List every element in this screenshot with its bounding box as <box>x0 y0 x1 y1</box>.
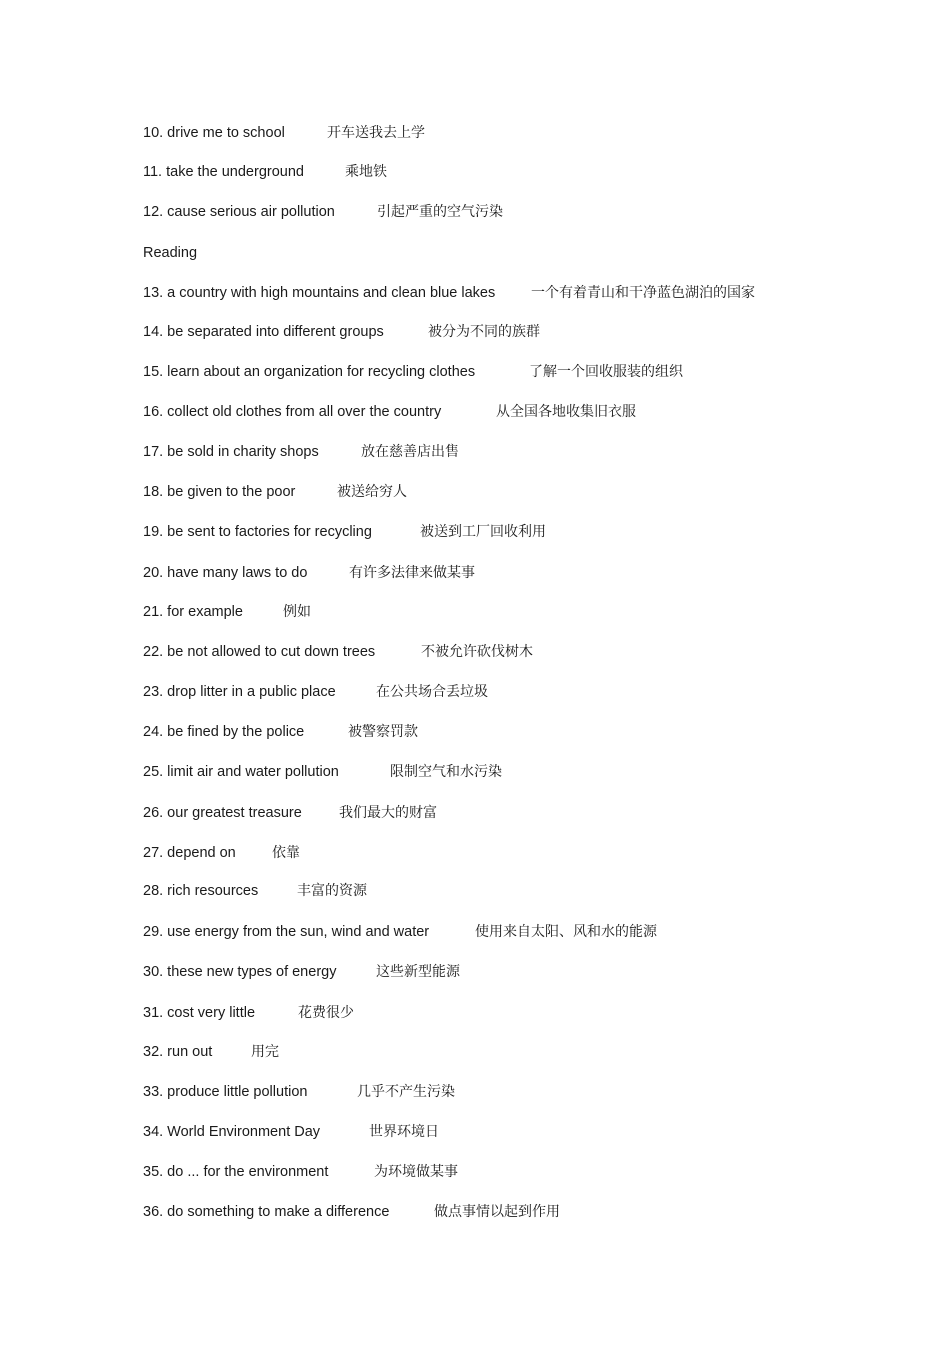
english-phrase: 24. be fined by the police <box>143 724 305 740</box>
vocab-item <box>143 762 502 782</box>
chinese-translation: 有许多法律来做某事 <box>349 565 475 581</box>
chinese-translation: 开车送我去上学 <box>327 125 425 141</box>
english-phrase: 21. for example <box>143 604 243 620</box>
vocab-item <box>143 682 488 702</box>
vocab-item <box>143 123 425 143</box>
english-phrase: 31. cost very little <box>143 1005 256 1021</box>
chinese-translation: 乘地铁 <box>345 164 387 180</box>
chinese-translation: 一个有着青山和干净蓝色湖泊的国家 <box>531 285 755 301</box>
chinese-translation: 例如 <box>283 604 311 620</box>
english-phrase: 11. take the underground <box>143 164 304 180</box>
english-phrase: 10. drive me to school <box>143 125 285 141</box>
vocab-item <box>143 881 367 901</box>
english-phrase: 35. do ... for the environment <box>143 1164 329 1180</box>
english-phrase: 12. cause serious air pollution <box>143 204 335 220</box>
vocab-item <box>143 922 657 942</box>
english-phrase: 15. learn about an organization for recycling clothes <box>143 364 476 380</box>
vocab-item <box>143 722 418 742</box>
chinese-translation: 花费很少 <box>298 1005 354 1021</box>
english-phrase: 30. these new types of energy <box>143 964 337 980</box>
english-phrase: 27. depend on <box>143 845 236 861</box>
english-phrase: 17. be sold in charity shops <box>143 444 319 460</box>
chinese-translation: 我们最大的财富 <box>339 805 437 821</box>
english-phrase: 19. be sent to factories for recycling <box>143 524 372 540</box>
chinese-translation: 被送到工厂回收利用 <box>420 524 546 540</box>
vocab-item <box>143 1082 455 1102</box>
vocab-item <box>143 962 460 982</box>
english-phrase: 22. be not allowed to cut down trees <box>143 644 376 660</box>
chinese-translation: 为环境做某事 <box>374 1164 458 1180</box>
chinese-translation: 从全国各地收集旧衣服 <box>496 404 636 420</box>
english-phrase: 36. do something to make a difference <box>143 1204 390 1220</box>
chinese-translation: 不被允许砍伐树木 <box>421 644 533 660</box>
chinese-translation: 做点事情以起到作用 <box>434 1204 560 1220</box>
vocab-item <box>143 442 459 462</box>
chinese-translation: 世界环境日 <box>369 1124 439 1140</box>
chinese-translation: 依靠 <box>272 845 300 861</box>
english-phrase: 25. limit air and water pollution <box>143 764 339 780</box>
chinese-translation: 用完 <box>251 1044 279 1060</box>
vocab-item <box>143 1162 458 1182</box>
vocab-item <box>143 202 503 222</box>
english-phrase: 23. drop litter in a public place <box>143 684 336 700</box>
english-phrase: 14. be separated into different groups <box>143 324 384 340</box>
vocab-item <box>143 522 546 542</box>
chinese-translation: 在公共场合丢垃圾 <box>376 684 488 700</box>
vocab-item <box>143 482 407 502</box>
vocab-item <box>143 162 387 182</box>
chinese-translation: 丰富的资源 <box>297 883 367 899</box>
vocab-item <box>143 563 475 583</box>
chinese-translation: 使用来自太阳、风和水的能源 <box>475 924 657 940</box>
chinese-translation: 几乎不产生污染 <box>357 1084 455 1100</box>
english-phrase: 29. use energy from the sun, wind and water <box>143 924 430 940</box>
vocab-item <box>143 362 683 382</box>
english-phrase: 33. produce little pollution <box>143 1084 308 1100</box>
vocab-item <box>143 1122 439 1142</box>
chinese-translation: 被分为不同的族群 <box>428 324 540 340</box>
english-phrase: 16. collect old clothes from all over the country <box>143 404 442 420</box>
vocab-item <box>143 1042 279 1062</box>
english-phrase: 28. rich resources <box>143 883 259 899</box>
vocab-item <box>143 283 755 303</box>
vocab-item <box>143 402 636 422</box>
chinese-translation: 被警察罚款 <box>348 724 418 740</box>
chinese-translation: 限制空气和水污染 <box>390 764 502 780</box>
vocab-item <box>143 1202 560 1222</box>
english-phrase: 26. our greatest treasure <box>143 805 302 821</box>
vocab-item <box>143 602 311 622</box>
english-phrase: 34. World Environment Day <box>143 1124 321 1140</box>
chinese-translation: 这些新型能源 <box>376 964 460 980</box>
vocab-item <box>143 843 300 863</box>
chinese-translation: 被送给穷人 <box>337 484 407 500</box>
vocab-item <box>143 803 437 823</box>
vocab-item <box>143 1003 354 1023</box>
english-phrase: 20. have many laws to do <box>143 565 308 581</box>
section-heading <box>143 243 197 263</box>
section-title: Reading <box>143 245 198 261</box>
vocab-item <box>143 642 533 662</box>
english-phrase: 13. a country with high mountains and clean blue lakes <box>143 285 496 301</box>
english-phrase: 18. be given to the poor <box>143 484 296 500</box>
english-phrase: 32. run out <box>143 1044 213 1060</box>
chinese-translation: 了解一个回收服装的组织 <box>529 364 683 380</box>
chinese-translation: 引起严重的空气污染 <box>377 204 503 220</box>
vocab-item <box>143 322 540 342</box>
chinese-translation: 放在慈善店出售 <box>361 444 459 460</box>
